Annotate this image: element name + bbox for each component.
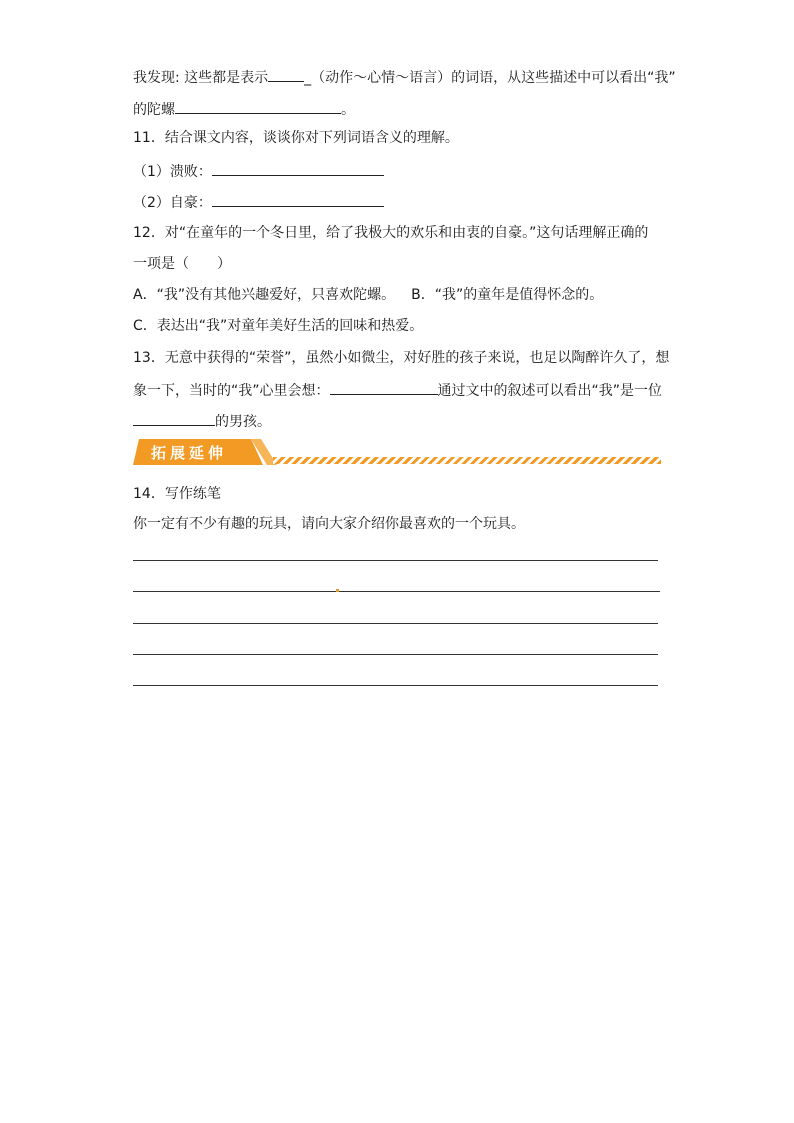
q13-line2 <box>133 379 662 401</box>
section-banner <box>133 437 661 467</box>
q12-stem-line1: 12．对“在童年的一个冬日里，给了我极大的欢乐和由衷的自豪。”这句话理解正确的 <box>133 225 649 241</box>
q12-option-c[interactable]: C．表达出“我”对童年美好生活的回味和热爱。 <box>133 318 424 334</box>
q13-text-b: 通过文中的叙述可以看出“我”是一位 <box>437 383 663 399</box>
q10-text-a: 我发现: 这些都是表示 <box>133 70 269 86</box>
stray-mark <box>336 589 339 592</box>
q14-prompt: 你一定有不少有趣的玩具，请向大家介绍你最喜欢的一个玩具。 <box>133 516 525 532</box>
q11-item2-label: （2）自豪： <box>133 195 212 211</box>
q11-item1-label: （1）溃败： <box>133 164 212 180</box>
writing-line-2[interactable] <box>133 591 660 592</box>
q13-blank-1[interactable] <box>330 379 438 395</box>
q11-stem: 11．结合课文内容，谈谈你对下列词语含义的理解。 <box>133 130 459 146</box>
q10-period: 。 <box>341 102 355 118</box>
writing-line-5[interactable] <box>133 685 658 686</box>
q12-options-ab <box>133 285 603 305</box>
q10-blank-1[interactable] <box>268 66 304 82</box>
q10-text-b: （动作～心情～语言）的词语，从这些描述中可以看出“我” <box>311 70 676 86</box>
q10-line2 <box>133 98 355 120</box>
q13-line1: 13．无意中获得的“荣誉”，虽然小如微尘，对好胜的孩子来说，也足以陶醉许久了，想 <box>133 350 670 366</box>
writing-line-3[interactable] <box>133 623 658 624</box>
banner-stripe-divider <box>273 457 661 464</box>
q10-mid-mark: _ <box>304 70 312 86</box>
q12-stem-line2: 一项是（ ） <box>133 256 231 272</box>
q13-line3 <box>133 410 271 432</box>
q11-item2-blank[interactable] <box>212 191 384 207</box>
writing-line-1[interactable] <box>133 560 658 561</box>
q11-item1-blank[interactable] <box>212 160 384 176</box>
q13-blank-2[interactable] <box>133 410 215 426</box>
q12-option-b[interactable]: B．“我”的童年是值得怀念的。 <box>411 287 604 303</box>
q11-item1 <box>133 160 384 182</box>
q14-stem: 14．写作练笔 <box>133 486 221 502</box>
q12-option-a[interactable]: A．“我”没有其他兴趣爱好，只喜欢陀螺。 <box>133 287 396 303</box>
section-title: 拓展延伸 <box>151 444 228 462</box>
q10-blank-2[interactable] <box>175 98 341 114</box>
writing-line-4[interactable] <box>133 654 658 655</box>
q13-text-a: 象一下，当时的“我”心里会想： <box>133 383 330 399</box>
q11-item2 <box>133 191 384 213</box>
q13-text-c: 的男孩。 <box>215 414 271 430</box>
q10-line1 <box>133 66 676 88</box>
q10-text-c: 的陀螺 <box>133 102 175 118</box>
